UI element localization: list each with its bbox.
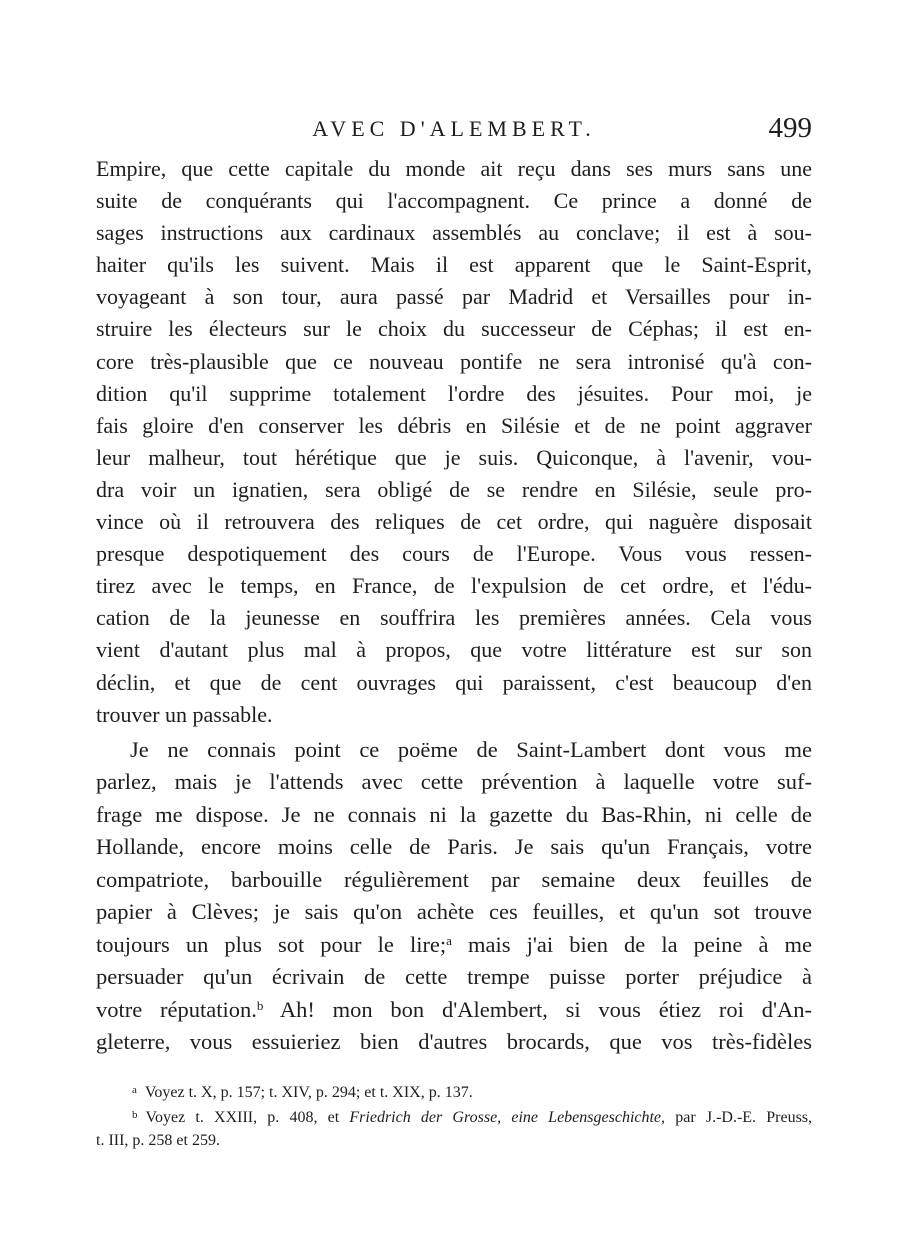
running-head bbox=[96, 112, 812, 152]
text-line: dra voir un ignatien, sera obligé de se rendre en Silésie, seule pro- bbox=[96, 476, 812, 502]
text-line bbox=[96, 929, 812, 962]
footnote-b bbox=[96, 1103, 812, 1128]
footnote-marker: b bbox=[132, 1109, 138, 1121]
text-segment: Ah! mon bon d'Alembert, si vous étiez roi d'An- bbox=[263, 996, 812, 1022]
text-line: compatriote, barbouille régulièrement par semaine deux feuilles de bbox=[96, 866, 812, 892]
text-line: papier à Clèves; je sais qu'on achète ces feuilles, et qu'un sot trouve bbox=[96, 899, 812, 925]
footnote-ref-b[interactable]: b bbox=[256, 997, 264, 1013]
footnote-text: par J.-D.-E. Preuss, bbox=[665, 1109, 813, 1126]
running-title: AVEC D'ALEMBERT. bbox=[312, 116, 596, 141]
footnote-book-title: Friedrich der Grosse, eine Lebensgeschichte, bbox=[349, 1109, 666, 1126]
text-line: tirez avec le temps, en France, de l'expulsion de cet ordre, et l'édu- bbox=[96, 573, 812, 599]
text-line: suite de conquérants qui l'accompagnent. Ce prince a donné de bbox=[96, 188, 812, 214]
body-text bbox=[96, 153, 812, 1059]
text-line bbox=[96, 994, 812, 1027]
text-line: sages instructions aux cardinaux assemblés au conclave; il est à sou- bbox=[96, 220, 812, 246]
text-line: core très-plausible que ce nouveau pontife ne sera intronisé qu'à con- bbox=[96, 348, 812, 374]
footnote-a bbox=[96, 1078, 812, 1103]
footnote-text: Voyez t. X, p. 157; t. XIV, p. 294; et t. XIX, p. 137. bbox=[144, 1084, 473, 1101]
text-segment: mais j'ai bien de la peine à me bbox=[451, 931, 812, 957]
footnotes bbox=[96, 1078, 812, 1153]
text-line: déclin, et que de cent ouvrages qui paraissent, c'est beaucoup d'en bbox=[96, 669, 812, 695]
text-line: trouver un passable. bbox=[96, 701, 273, 727]
text-line: dition qu'il supprime totalement l'ordre des jésuites. Pour moi, je bbox=[96, 380, 812, 406]
text-line: haiter qu'ils les suivent. Mais il est apparent que le Saint-Esprit, bbox=[96, 252, 812, 278]
text-line: cation de la jeunesse en souffrira les premières années. Cela vous bbox=[96, 605, 812, 631]
text-line: parlez, mais je l'attends avec cette prévention à laquelle votre suf- bbox=[96, 769, 812, 795]
footnote-ref-a[interactable]: a bbox=[446, 932, 452, 948]
text-line: leur malheur, tout hérétique que je suis. Quiconque, à l'avenir, vou- bbox=[96, 444, 812, 470]
text-line: voyageant à son tour, aura passé par Madrid et Versailles pour in- bbox=[96, 284, 812, 310]
text-line: Je ne connais point ce poëme de Saint-Lambert dont vous me bbox=[130, 736, 812, 762]
footnote-text: Voyez t. XXIII, p. 408, et bbox=[145, 1109, 350, 1126]
text-line: frage me dispose. Je ne connais ni la gazette du Bas-Rhin, ni celle de bbox=[96, 801, 812, 827]
page-number: 499 bbox=[768, 112, 812, 144]
text-line: Empire, que cette capitale du monde ait reçu dans ses murs sans une bbox=[96, 156, 812, 181]
text-line: Hollande, encore moins celle de Paris. Je sais qu'un Français, votre bbox=[96, 834, 812, 860]
text-line: vince où il retrouvera des reliques de cet ordre, qui naguère disposait bbox=[96, 509, 812, 535]
text-line: vient d'autant plus mal à propos, que votre littérature est sur son bbox=[96, 637, 812, 663]
text-segment: votre réputation. bbox=[96, 996, 257, 1022]
text-line: gleterre, vous essuieriez bien d'autres brocards, que vos très-fidèles bbox=[96, 1029, 812, 1055]
text-segment: toujours un plus sot pour le lire; bbox=[96, 931, 447, 957]
text-line: fais gloire d'en conserver les débris en Silésie et de ne point aggraver bbox=[96, 412, 812, 438]
footnote-b-continuation: t. III, p. 258 et 259. bbox=[96, 1132, 220, 1149]
paragraph-1 bbox=[96, 153, 812, 731]
footnote-marker: a bbox=[132, 1084, 137, 1096]
text-line: presque despotiquement des cours de l'Europe. Vous vous ressen- bbox=[96, 541, 812, 567]
text-line: struire les électeurs sur le choix du successeur de Céphas; il est en- bbox=[96, 316, 812, 342]
text-line: persuader qu'un écrivain de cette trempe puisse porter préjudice à bbox=[96, 964, 812, 990]
paragraph-2 bbox=[96, 734, 812, 1059]
